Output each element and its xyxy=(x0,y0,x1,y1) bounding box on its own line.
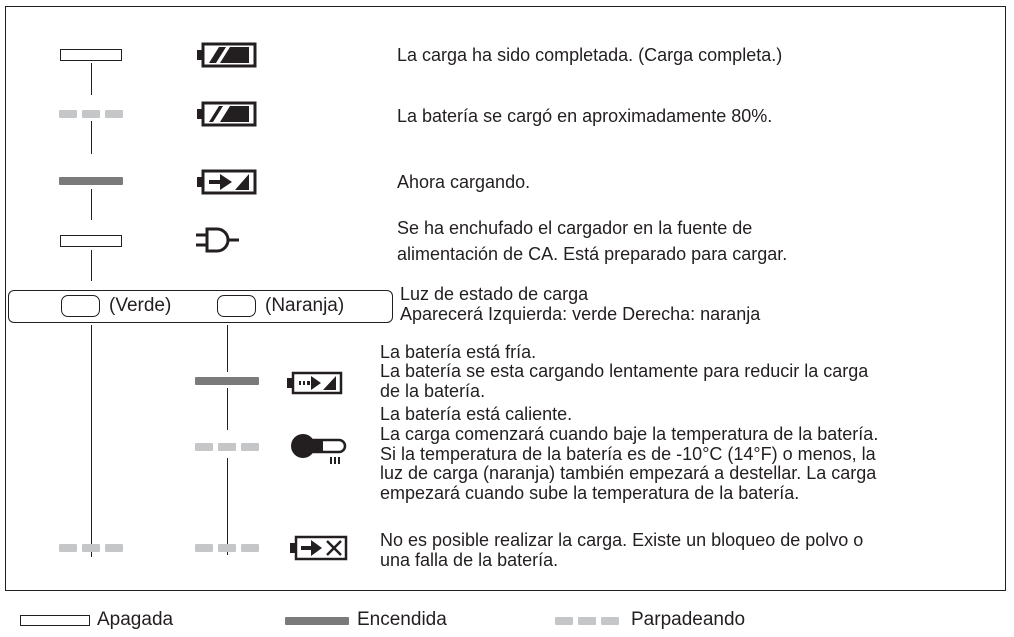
orange-connector xyxy=(227,458,228,555)
orange-light-swatch xyxy=(217,295,256,317)
green-connector xyxy=(91,121,92,154)
row-description: La batería se cargó en aproximadamente 80%. xyxy=(397,106,773,126)
green-connector xyxy=(91,189,92,220)
green-led-blinking xyxy=(59,544,123,552)
green-led-on xyxy=(59,177,123,185)
green-light-swatch xyxy=(61,295,100,317)
legend-off-label: Apagada xyxy=(97,609,174,630)
row-description-line: alimentación de CA. Está preparado para cargar. xyxy=(397,244,788,264)
orange-light-label: (Naranja) xyxy=(265,295,345,316)
row-description-line: Si la temperatura de la batería es de -10°C (14°F) o menos, la xyxy=(380,444,876,464)
plug-icon xyxy=(195,226,257,254)
row-description-line: una falla de la batería. xyxy=(380,550,559,570)
row-description-line: No es posible realizar la carga. Existe un bloqueo de polvo o xyxy=(380,530,864,550)
row-description-line: Se ha enchufado el cargador en la fuente de xyxy=(397,218,753,238)
green-light-label: (Verde) xyxy=(109,295,172,316)
row-description: Ahora cargando. xyxy=(397,172,531,192)
row-description-line: La batería está caliente. xyxy=(380,404,573,424)
orange-led-blinking xyxy=(195,544,259,552)
battery-slow-charge-icon xyxy=(286,371,344,395)
status-light-subtitle: Aparecerá Izquierda: verde Derecha: naranja xyxy=(400,304,761,324)
row-description: La carga ha sido completada. (Carga completa.) xyxy=(397,45,783,65)
row-description-line: de la batería. xyxy=(380,381,486,401)
green-connector xyxy=(91,250,92,281)
battery-full-icon xyxy=(196,42,258,68)
legend-off-swatch xyxy=(20,615,90,626)
green-led-off xyxy=(60,49,122,61)
legend-blinking-label: Parpadeando xyxy=(631,609,746,630)
row-description-line: La carga comenzará cuando baje la temperatura de la batería. xyxy=(380,424,879,444)
legend-blinking-swatch xyxy=(555,617,619,625)
orange-led-on xyxy=(195,377,259,385)
green-connector xyxy=(91,325,92,557)
row-description-line: luz de carga (naranja) también empezará a destellar. La carga xyxy=(380,463,877,483)
orange-connector xyxy=(227,325,228,372)
legend-on-label: Encendida xyxy=(357,609,447,630)
row-description-line: La batería está fría. xyxy=(380,342,537,362)
row-description-line: empezará cuando sube la temperatura de la batería. xyxy=(380,483,800,503)
battery-80-icon xyxy=(196,101,258,127)
status-light-box xyxy=(8,290,393,323)
status-light-title: Luz de estado de carga xyxy=(400,284,589,304)
orange-led-blinking xyxy=(195,443,259,451)
row-description-line: La batería se esta cargando lentamente para reducir la carga xyxy=(380,361,869,381)
green-connector xyxy=(91,63,92,95)
legend-on-swatch xyxy=(285,617,349,625)
thermometer-icon xyxy=(289,430,351,466)
green-led-blinking xyxy=(59,110,123,118)
battery-charging-icon xyxy=(196,169,258,195)
battery-error-icon xyxy=(289,535,349,561)
green-led-off xyxy=(60,235,122,247)
orange-connector xyxy=(227,388,228,430)
